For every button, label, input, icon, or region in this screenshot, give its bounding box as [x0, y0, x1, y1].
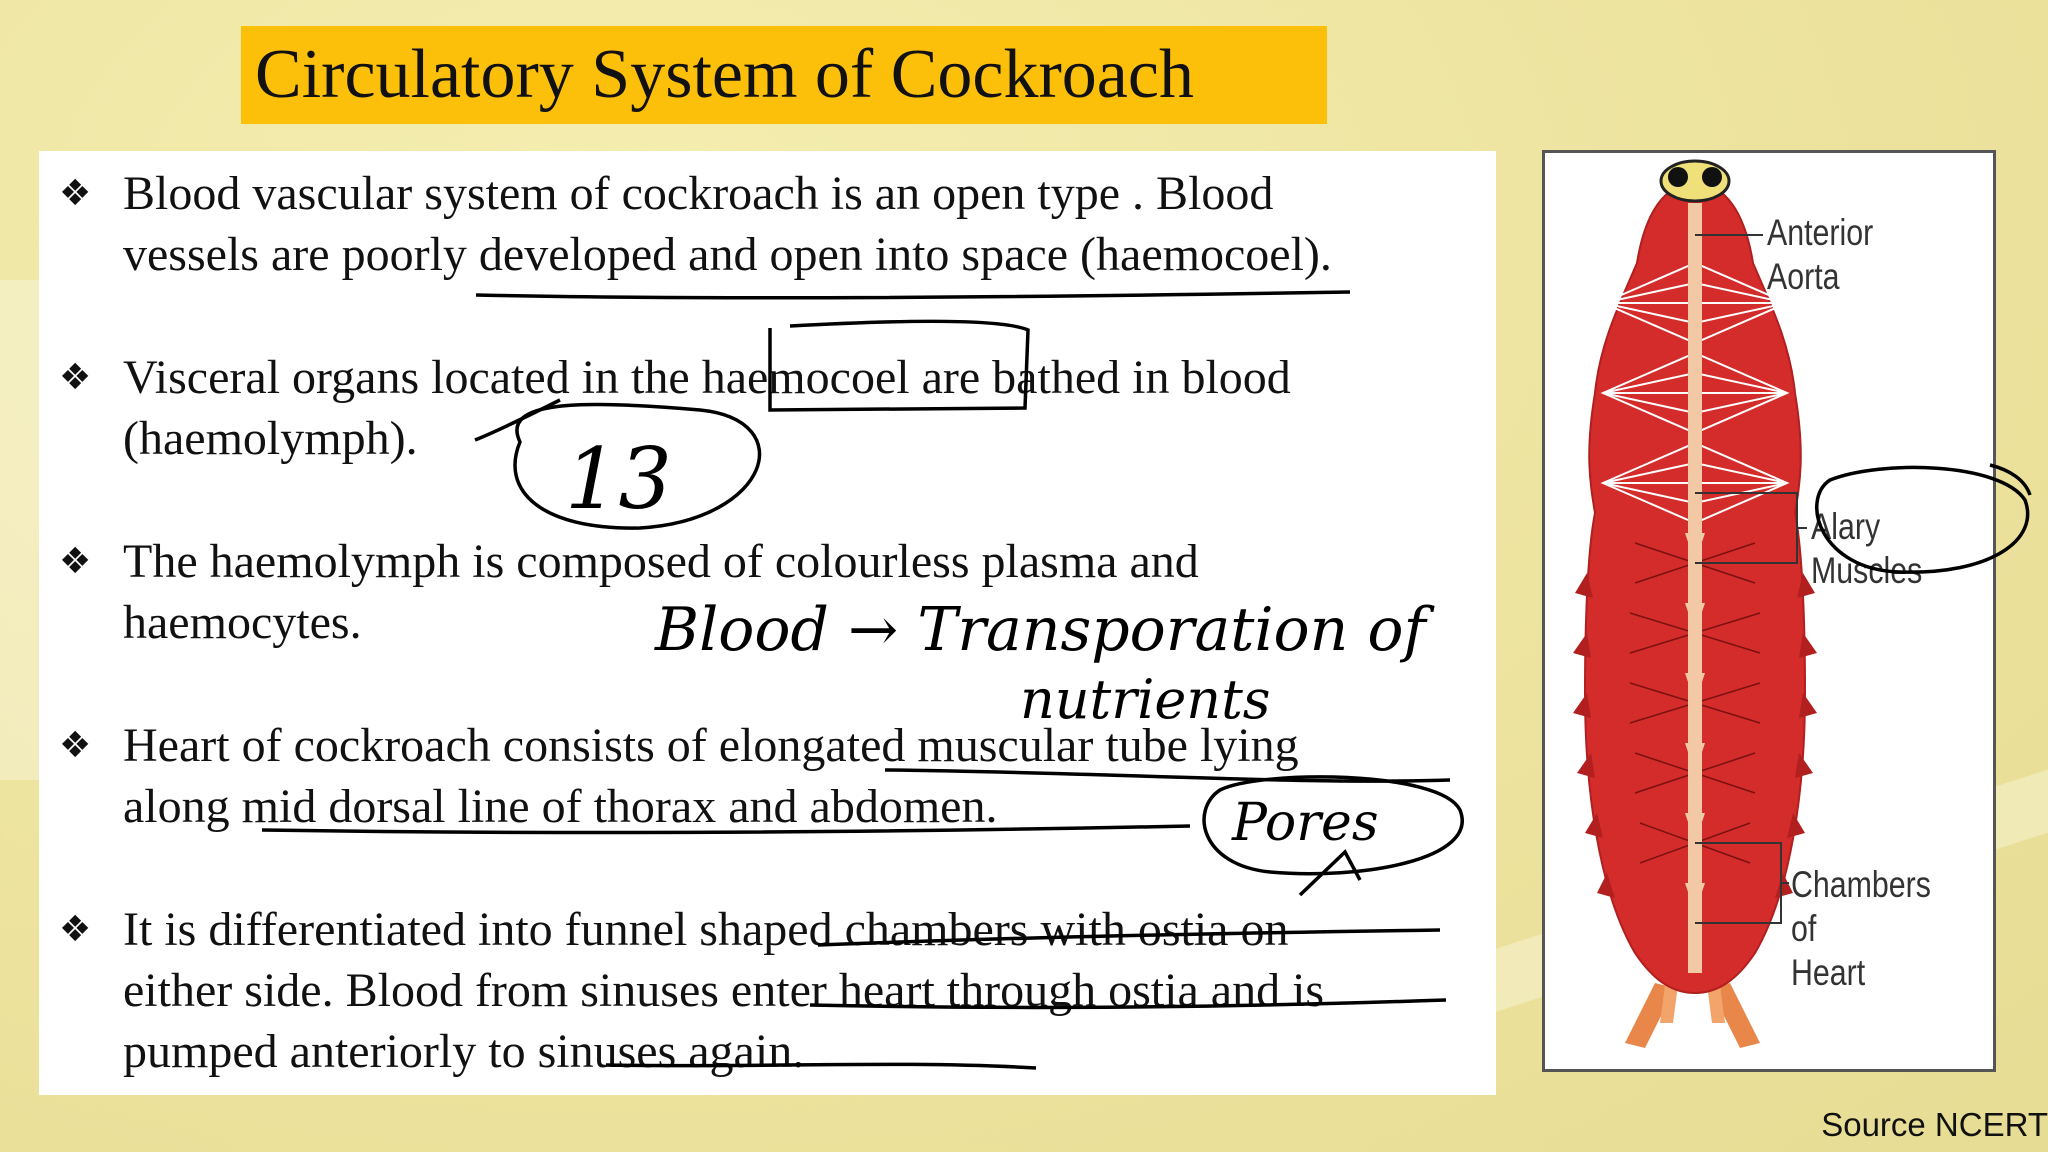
bullet-text: Blood vascular system of cockroach is an open type . Blood vessels are poorly developed and open into space (haemocoel). [123, 167, 1332, 281]
label-chambers-of-heart: Chambers of Heart [1791, 864, 1931, 993]
bullet-text: It is differentiated into funnel shaped chambers with ostia on either side. Blood from sinuses enter heart through ostia and is pumped anteriorly to sinuses again. [123, 903, 1325, 1078]
bullet-item [59, 531, 1489, 653]
bullet-diamond-icon: ❖ [59, 909, 92, 950]
bullet-diamond-icon: ❖ [59, 173, 92, 214]
heart-tube [1688, 203, 1702, 973]
eye-icon [1702, 167, 1722, 187]
annotation-pores: Pores [1232, 793, 1379, 853]
bullet-text: Visceral organs located in the haemocoel are bathed in blood (haemolymph). [123, 351, 1291, 465]
bullet-item [59, 899, 1489, 1082]
bullet-item [59, 715, 1489, 837]
label-anterior-aorta: Anterior Aorta [1767, 212, 1874, 297]
bullet-item [59, 347, 1489, 469]
background-streak [0, 280, 40, 780]
bullet-diamond-icon: ❖ [59, 725, 92, 766]
bullet-diamond-icon: ❖ [59, 357, 92, 398]
bullet-list [39, 151, 1496, 1095]
annotation-note-line1: Blood → Transporation of [655, 595, 1426, 665]
annotation-note-line2: nutrients [1020, 668, 1271, 731]
bullet-item [59, 163, 1489, 285]
label-alary-muscles: Alary Muscles [1811, 506, 1923, 591]
source-credit: Source NCERT [1821, 1106, 2048, 1143]
slide-title: Circulatory System of Cockroach [255, 36, 1194, 113]
bullet-text: The haemolymph is composed of colourless plasma and haemocytes. [123, 535, 1199, 649]
bullet-diamond-icon: ❖ [59, 541, 92, 582]
eye-icon [1668, 167, 1688, 187]
annotation-number: 13 [565, 430, 672, 528]
cockroach-heart-diagram [1542, 150, 1996, 1072]
title-bar [241, 26, 1327, 124]
bullet-text: Heart of cockroach consists of elongated muscular tube lying along mid dorsal line of thorax and abdomen. [123, 719, 1299, 833]
